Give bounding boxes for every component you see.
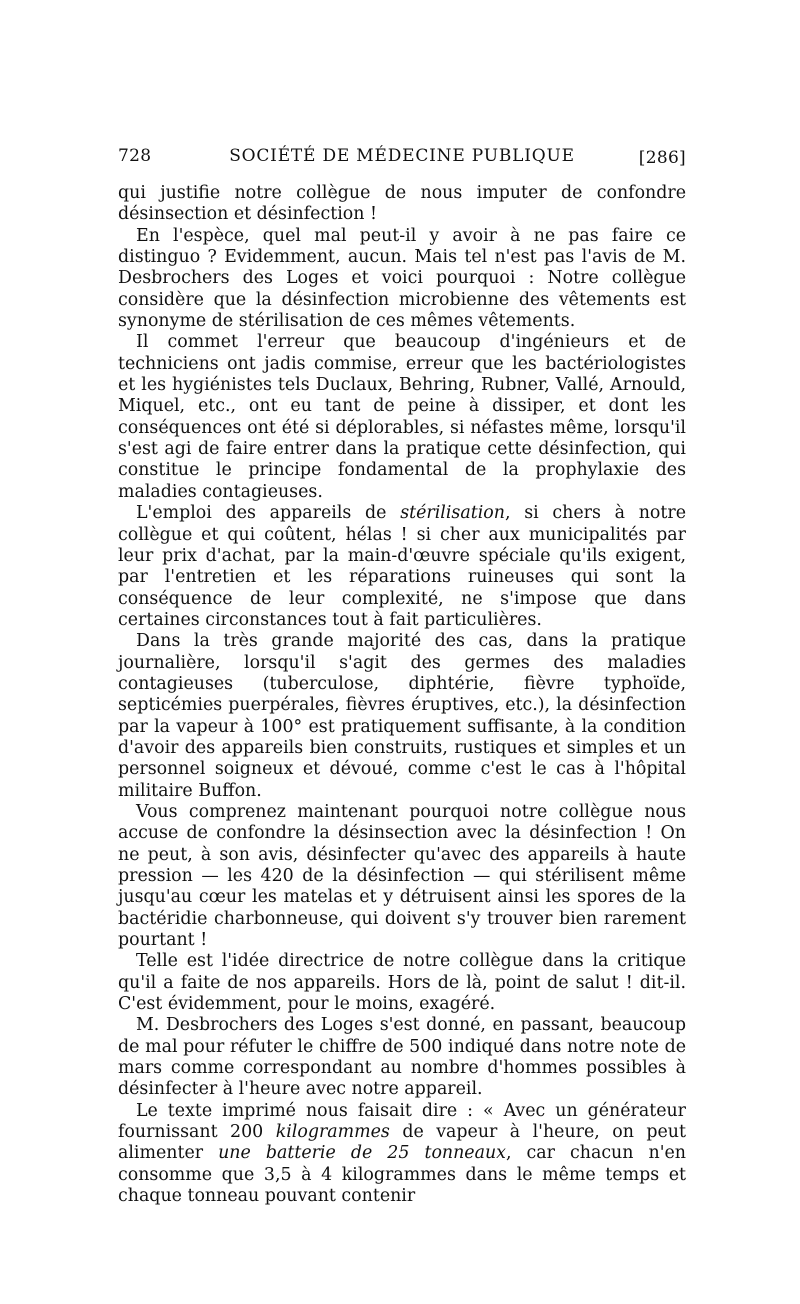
paragraph-9-part-3: , car chacun n'en consomme que 3,5 à 4 kilogrammes dans le même temps et chaque tonneau pouvant contenir: [118, 1143, 686, 1207]
running-title: SOCIÉTÉ DE MÉDECINE PUBLIQUE: [229, 146, 575, 166]
paragraph-4: [118, 503, 686, 631]
page-header: [118, 146, 686, 174]
paragraph-9: [118, 1101, 686, 1208]
paragraph-6: Vous comprenez maintenant pourquoi notre collègue nous accuse de confondre la désinsection avec la désinfection ! On ne peut, à son avis, désinfecter qu'avec des appareils à haute pression — les 420 de la désinfection — qui stérilisent même jusqu'au cœur les matelas et y détruisent ainsi les spores de la bactéridie charbonneuse, qui doivent s'y trouver bien rarement pourtant !: [118, 801, 686, 951]
paragraph-9-italic-1: kilogrammes: [275, 1122, 390, 1143]
paragraph-1: qui justifie notre collègue de nous imputer de confondre désinsection et désinfection !: [118, 183, 686, 225]
paragraph-4-part-2: , si chers à notre collègue et qui coûtent, hélas ! si cher aux municipalités par leur prix d'achat, par la main-d'œuvre spéciale qu'ils exigent, par l'entretien et les réparations ruineuses qui sont la conséquence de leur complexité, ne s'impose que dans certaines circonstances tout à fait particulières.: [118, 503, 686, 630]
paragraph-9-part-1: Le texte imprimé nous faisait dire : « Avec un générateur fournissant 200: [118, 1100, 686, 1143]
page-reference: [286]: [638, 148, 686, 168]
paragraph-3: Il commet l'erreur que beaucoup d'ingénieurs et de techniciens ont jadis commise, erreur que les bactériologistes et les hygiénistes tels Duclaux, Behring, Rubner, Vallé, Arnould, Miquel, etc., ont eu tant de peine à dissiper, et dont les conséquences ont été si déplorables, si néfastes même, lorsqu'il s'est agi de faire entrer dans la pratique cette désinfection, qui constitue le principe fondamental de la prophylaxie des maladies contagieuses.: [118, 332, 686, 502]
paragraph-5: Dans la très grande majorité des cas, dans la pratique journalière, lorsqu'il s'agit des germes des maladies contagieuses (tuberculose, diphtérie, fièvre typhoïde, septicémies puerpérales, fièvres éruptives, etc.), la désinfection par la vapeur à 100° est pratiquement suffisante, à la condition d'avoir des appareils bien construits, rustiques et simples et un personnel soigneux et dévoué, comme c'est le cas à l'hôpital militaire Buffon.: [118, 631, 686, 801]
paragraph-8: M. Desbrochers des Loges s'est donné, en passant, beaucoup de mal pour réfuter le chiffre de 500 indiqué dans notre note de mars comme correspondant au nombre d'hommes possibles à désinfecter à l'heure avec notre appareil.: [118, 1015, 686, 1100]
page-number: 728: [118, 146, 152, 166]
paragraph-4-italic: stérilisation: [400, 503, 505, 524]
paragraph-4-part-1: L'emploi des appareils de: [136, 503, 401, 524]
body-text: [118, 183, 686, 1208]
paragraph-7: Telle est l'idée directrice de notre collègue dans la critique qu'il a faite de nos appareils. Hors de là, point de salut ! dit-il. C'est évidemment, pour le moins, exagéré.: [118, 951, 686, 1015]
paragraph-9-part-2: de vapeur à l'heure, on peut alimenter: [118, 1122, 686, 1164]
paragraph-9-italic-2: une batterie de 25 tonneaux: [218, 1143, 506, 1164]
paragraph-2: En l'espèce, quel mal peut-il y avoir à ne pas faire ce distinguo ? Evidemment, aucun. Mais tel n'est pas l'avis de M. Desbrochers des Loges et voici pourquoi : Notre collègue considère que la désinfection microbienne des vêtements est synonyme de stérilisation de ces mêmes vêtements.: [118, 225, 686, 332]
